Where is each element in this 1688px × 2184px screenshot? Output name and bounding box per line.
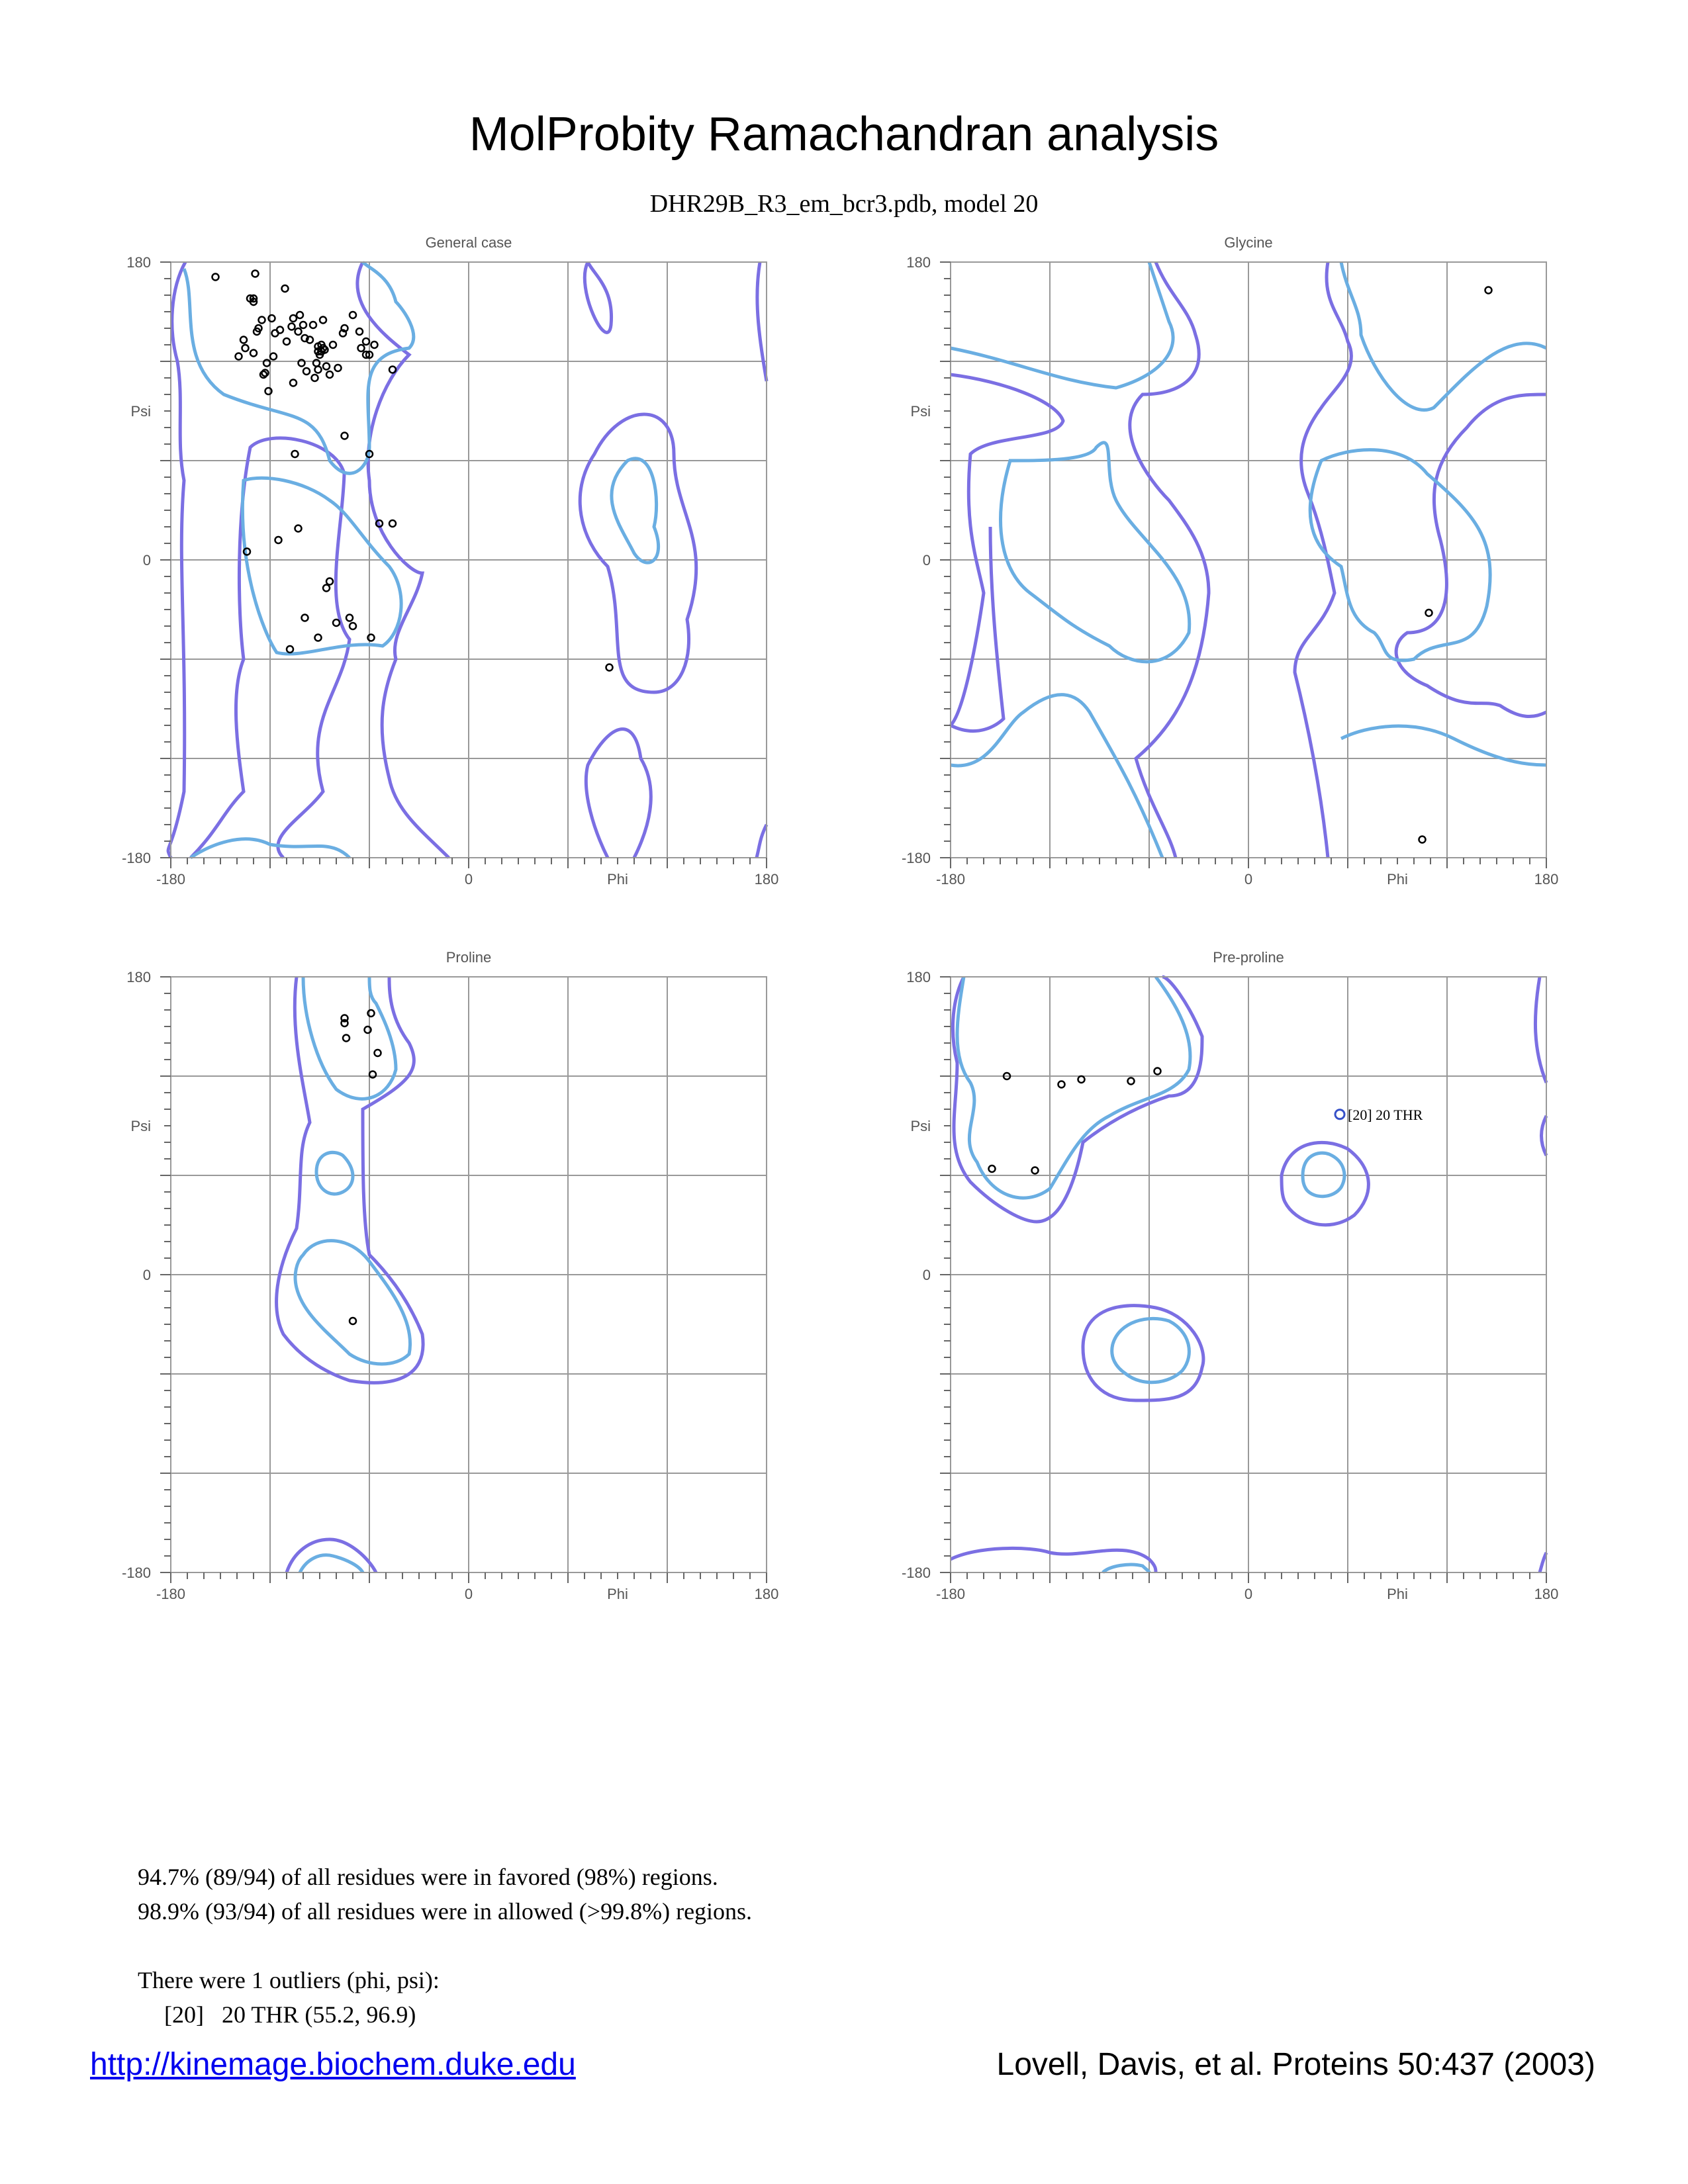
data-point	[242, 345, 249, 351]
preproline-allowed-contour-4	[1535, 977, 1546, 1083]
proline-favored-contour-2	[316, 1152, 353, 1194]
data-point	[315, 635, 322, 641]
glycine-favored-contour-3	[1001, 443, 1190, 662]
data-point	[346, 615, 353, 621]
x-axis-label: Phi	[1387, 871, 1408, 887]
panel-preproline	[902, 949, 1558, 1602]
glycine-favored-contour-4	[1310, 450, 1490, 660]
general-allowed-contour-5	[580, 414, 696, 692]
panel-glycine-points	[1419, 287, 1492, 843]
data-point	[356, 328, 363, 335]
x-tick-label: -180	[935, 871, 966, 887]
data-point	[297, 312, 303, 318]
x-tick-label: 0	[1244, 871, 1253, 887]
data-point	[335, 365, 342, 371]
glycine-allowed-contour-1	[951, 375, 1063, 725]
general-allowed-contour-6	[586, 729, 651, 858]
data-point	[236, 353, 242, 360]
citation: Lovell, Davis, et al. Proteins 50:437 (2003)	[996, 2047, 1595, 2082]
summary-allowed: 98.9% (93/94) of all residues were in allowed (>99.8%) regions.	[138, 1898, 753, 1925]
data-point	[295, 525, 302, 532]
data-point	[290, 380, 297, 387]
y-tick-label: -180	[901, 1565, 931, 1581]
glycine-favored-contour-2	[1341, 262, 1546, 410]
y-tick-label: 180	[906, 254, 931, 271]
data-point	[333, 619, 340, 626]
x-tick-label: -180	[156, 871, 186, 887]
preproline-allowed-contour-2	[1282, 1142, 1368, 1224]
data-point	[326, 371, 333, 378]
data-point	[315, 367, 322, 373]
outlier-point	[1335, 1110, 1344, 1119]
data-point	[250, 350, 257, 357]
general-allowed-contour-7	[757, 262, 767, 381]
y-tick-label: 180	[906, 969, 931, 985]
y-tick-label: 0	[922, 1267, 931, 1283]
y-tick-label: 0	[142, 552, 151, 569]
panel-proline-grid	[171, 977, 767, 1572]
x-tick-label: -180	[156, 1586, 186, 1602]
data-point	[287, 646, 293, 653]
x-axis-label: Phi	[607, 871, 628, 887]
data-point	[283, 338, 290, 345]
data-point	[1419, 837, 1426, 843]
data-point	[323, 585, 330, 592]
page-subtitle: DHR29B_R3_em_bcr3.pdb, model 20	[649, 190, 1039, 218]
data-point	[303, 368, 310, 375]
preproline-allowed-contour-5	[1542, 1116, 1547, 1156]
data-point	[1128, 1078, 1135, 1085]
general-favored-contour-2	[242, 478, 401, 654]
data-point	[326, 578, 333, 585]
x-tick-label: 0	[464, 871, 473, 887]
data-point	[272, 330, 279, 337]
data-point	[363, 338, 369, 345]
data-point	[260, 371, 267, 378]
data-point	[323, 363, 330, 370]
y-axis-label: Psi	[910, 403, 931, 420]
y-tick-label: 0	[922, 552, 931, 569]
data-point	[342, 433, 348, 439]
x-tick-label: 0	[1244, 1586, 1253, 1602]
x-tick-label: 180	[754, 1586, 779, 1602]
x-tick-label: -180	[935, 1586, 966, 1602]
preproline-favored-contour-2	[1303, 1153, 1344, 1197]
panel-general	[122, 234, 778, 887]
summary-favored: 94.7% (89/94) of all residues were in favored (98%) regions.	[138, 1864, 718, 1890]
data-point	[350, 312, 356, 318]
panel-preproline-title: Pre-proline	[1213, 949, 1284, 966]
data-point	[989, 1165, 996, 1172]
data-point	[212, 274, 219, 281]
data-point	[292, 451, 299, 457]
panel-general-grid	[171, 262, 767, 858]
data-point	[312, 375, 318, 381]
x-axis-label: Phi	[607, 1586, 628, 1602]
data-point	[1078, 1076, 1085, 1083]
panel-proline	[122, 949, 778, 1602]
data-point	[1058, 1081, 1065, 1088]
data-point	[371, 341, 378, 348]
y-tick-label: 0	[142, 1267, 151, 1283]
data-point	[1154, 1068, 1161, 1075]
panel-proline-points	[342, 1010, 381, 1324]
summary-spacer	[138, 1929, 752, 1963]
data-point	[240, 337, 247, 343]
page-title: MolProbity Ramachandran analysis	[469, 108, 1219, 161]
panel-glycine-grid	[951, 262, 1546, 858]
preproline-favored-contour-4	[1103, 1565, 1149, 1572]
glycine-favored-contour-1	[951, 262, 1173, 388]
panel-preproline-grid	[951, 977, 1546, 1572]
y-axis-label: Psi	[910, 1118, 931, 1134]
y-axis-label: Psi	[130, 1118, 151, 1134]
data-point	[259, 317, 265, 324]
preproline-favored-contour-3	[1112, 1318, 1190, 1382]
data-point	[290, 315, 297, 322]
y-tick-label: 180	[126, 969, 151, 985]
preproline-allowed-contour-7	[1540, 1553, 1546, 1572]
panel-general-axes	[122, 254, 778, 887]
panel-glycine-title: Glycine	[1224, 234, 1273, 251]
data-point	[310, 322, 316, 328]
summary	[138, 1860, 752, 2032]
y-tick-label: 180	[126, 254, 151, 271]
data-point	[350, 623, 356, 629]
outlier-label: [20] 20 THR	[1348, 1106, 1423, 1123]
panel-proline-axes	[122, 969, 778, 1602]
data-point	[302, 615, 308, 621]
data-point	[358, 345, 365, 351]
panel-glycine-axes	[902, 254, 1558, 887]
glycine-favored-contour-6	[1341, 726, 1546, 765]
summary-outliers-header: There were 1 outliers (phi, psi):	[138, 1967, 440, 1993]
x-tick-label: 180	[754, 871, 779, 887]
general-favored-contour-3	[612, 459, 659, 563]
general-allowed-contour-4	[585, 262, 611, 332]
data-point	[282, 285, 289, 292]
preproline-allowed-contour-6	[951, 1548, 1156, 1572]
data-point	[295, 328, 302, 335]
data-point	[606, 664, 613, 671]
x-tick-label: 180	[1534, 871, 1559, 887]
y-axis-label: Psi	[130, 403, 151, 420]
data-point	[320, 317, 326, 324]
panel-general-title: General case	[425, 234, 512, 251]
x-tick-label: 0	[464, 1586, 473, 1602]
data-point	[1485, 287, 1492, 294]
data-point	[330, 341, 336, 348]
y-tick-label: -180	[121, 1565, 151, 1581]
y-tick-label: -180	[121, 850, 151, 866]
data-point	[1032, 1167, 1039, 1174]
proline-favored-contour-4	[300, 1555, 363, 1572]
panel-proline-title: Proline	[445, 949, 492, 966]
data-point	[252, 271, 259, 277]
data-point	[300, 322, 306, 328]
general-allowed-contour-8	[757, 825, 767, 858]
proline-favored-contour-3	[295, 1241, 410, 1364]
data-point	[1426, 610, 1432, 616]
panel-preproline-axes	[902, 969, 1558, 1602]
panel-glycine	[902, 234, 1558, 887]
data-point	[375, 1050, 381, 1056]
data-point	[350, 1318, 356, 1324]
data-point	[275, 537, 282, 543]
data-point	[289, 324, 295, 330]
x-axis-label: Phi	[1387, 1586, 1408, 1602]
glycine-allowed-contour-4	[1396, 394, 1546, 717]
data-point	[270, 353, 277, 360]
summary-outlier-line: [20] 20 THR (55.2, 96.9)	[164, 2001, 416, 2028]
glycine-favored-contour-5	[951, 695, 1162, 858]
x-tick-label: 180	[1534, 1586, 1559, 1602]
y-tick-label: -180	[901, 850, 931, 866]
kinemage-link[interactable]: http://kinemage.biochem.duke.edu	[90, 2047, 576, 2082]
data-point	[343, 1035, 350, 1042]
data-point	[389, 520, 396, 527]
